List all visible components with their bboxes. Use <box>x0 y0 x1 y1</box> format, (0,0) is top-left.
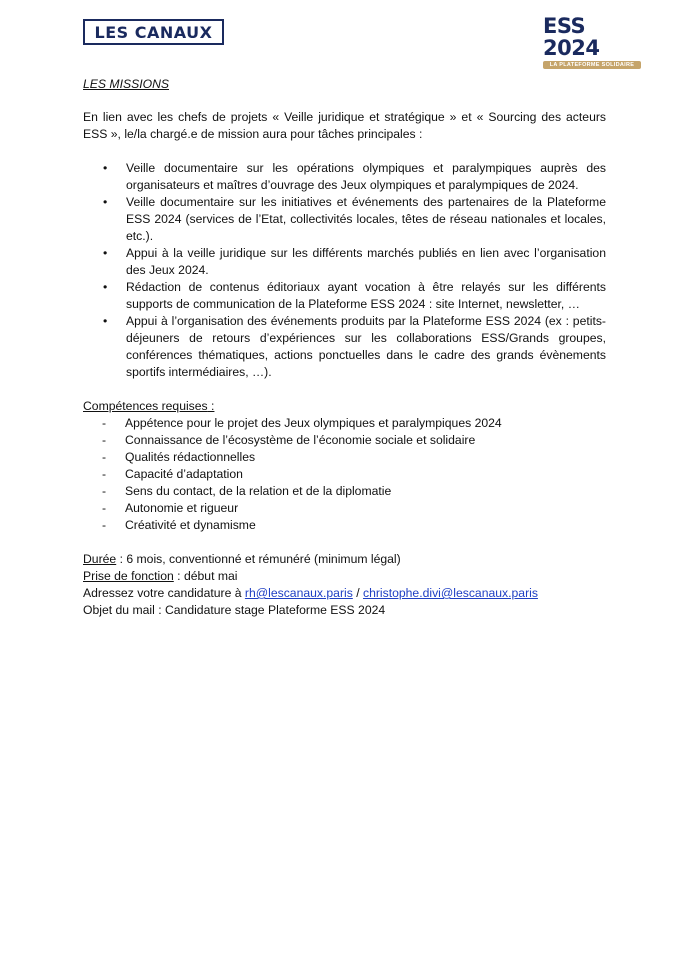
skills-heading-text: Compétences requises <box>83 399 208 413</box>
application-info <box>83 551 606 619</box>
duration-line <box>83 551 606 568</box>
skill-text: Capacité d’adaptation <box>125 467 243 481</box>
skill-item <box>83 500 606 517</box>
les-canaux-logo <box>83 19 224 45</box>
mission-text: Appui à l’organisation des événements produits par la Plateforme ESS 2024 (ex : petits-déjeuners de retours d’expériences sur les collaborations ESS/Grands groupes, conférences thématiques, actions ponctuelles dans le cadre des grands évènements sportifs intermédiaires, …). <box>126 314 606 379</box>
skill-text: Appétence pour le projet des Jeux olympiques et paralympiques 2024 <box>125 416 502 430</box>
hr-email-link[interactable]: rh@lescanaux.paris <box>244 586 353 600</box>
mission-item <box>83 245 606 279</box>
mission-text: Veille documentaire sur les opérations olympiques et paralympiques auprès des organisateurs et maîtres d’ouvrage des Jeux olympiques et paralympiques de 2024. <box>126 161 606 192</box>
dash-mark: - <box>102 467 107 481</box>
skill-text: Autonomie et rigueur <box>125 501 239 515</box>
skills-heading-colon: : <box>207 399 215 413</box>
dash-mark: - <box>102 433 107 447</box>
missions-heading: LES MISSIONS <box>83 77 170 91</box>
start-line <box>83 568 606 585</box>
dash-mark: - <box>102 484 107 498</box>
skill-text: Créativité et dynamisme <box>125 518 256 532</box>
skill-item <box>83 483 606 500</box>
ess-2024-logo-text: ESS 2024 <box>543 14 600 60</box>
email-separator: / <box>352 586 363 600</box>
mission-item <box>83 160 606 194</box>
skill-item <box>83 517 606 534</box>
dash-mark: - <box>102 416 107 430</box>
mission-text: Veille documentaire sur les initiatives et événements des partenaires de la Plateforme ESS 2024 (services de l’Etat, collectivités locales, têtes de réseau nationales et locales, etc.). <box>126 195 606 243</box>
skills-heading <box>83 398 606 415</box>
contact-email-link[interactable]: christophe.divi@lescanaux.paris <box>362 586 538 600</box>
apply-line <box>83 585 606 602</box>
ess-2024-logo-subtitle: LA PLATEFORME SOLIDAIRE <box>543 61 641 69</box>
bullet-mark: • <box>103 246 108 260</box>
apply-text: Adressez votre candidature à <box>83 586 245 600</box>
mission-item <box>83 194 606 245</box>
duration-label: Durée <box>83 552 117 566</box>
skills-list <box>83 415 606 534</box>
dash-mark: - <box>102 501 107 515</box>
skill-item <box>83 449 606 466</box>
bullet-mark: • <box>103 314 108 328</box>
skill-text: Connaissance de l’écosystème de l’économie sociale et solidaire <box>125 433 476 447</box>
missions-list <box>83 160 606 381</box>
dash-mark: - <box>102 518 107 532</box>
bullet-mark: • <box>103 195 108 209</box>
start-label: Prise de fonction <box>83 569 174 583</box>
document-body <box>83 76 606 619</box>
mission-text: Rédaction de contenus éditoriaux ayant vocation à être relayés sur les différents supports de communication de la Plateforme ESS 2024 : site Internet, newsletter, … <box>126 280 606 311</box>
mission-text: Appui à la veille juridique sur les différents marchés publiés en lien avec l’organisation des Jeux 2024. <box>126 246 606 277</box>
mission-item <box>83 279 606 313</box>
subject-line: Objet du mail : Candidature stage Plateforme ESS 2024 <box>83 603 386 617</box>
skill-item <box>83 432 606 449</box>
duration-value: : 6 mois, conventionné et rémunéré (minimum légal) <box>116 552 401 566</box>
skill-text: Sens du contact, de la relation et de la diplomatie <box>125 484 392 498</box>
les-canaux-logo-text: LES CANAUX <box>94 22 213 42</box>
skill-text: Qualités rédactionnelles <box>125 450 256 464</box>
intro-paragraph: En lien avec les chefs de projets « Veille juridique et stratégique » et « Sourcing des acteurs ESS », le/la chargé.e de mission aura pour tâches principales : <box>83 110 606 141</box>
dash-mark: - <box>102 450 107 464</box>
skill-item <box>83 466 606 483</box>
mission-item <box>83 313 606 381</box>
start-value: : début mai <box>173 569 238 583</box>
bullet-mark: • <box>103 161 108 175</box>
ess-2024-logo <box>543 14 641 68</box>
bullet-mark: • <box>103 280 108 294</box>
skill-item <box>83 415 606 432</box>
